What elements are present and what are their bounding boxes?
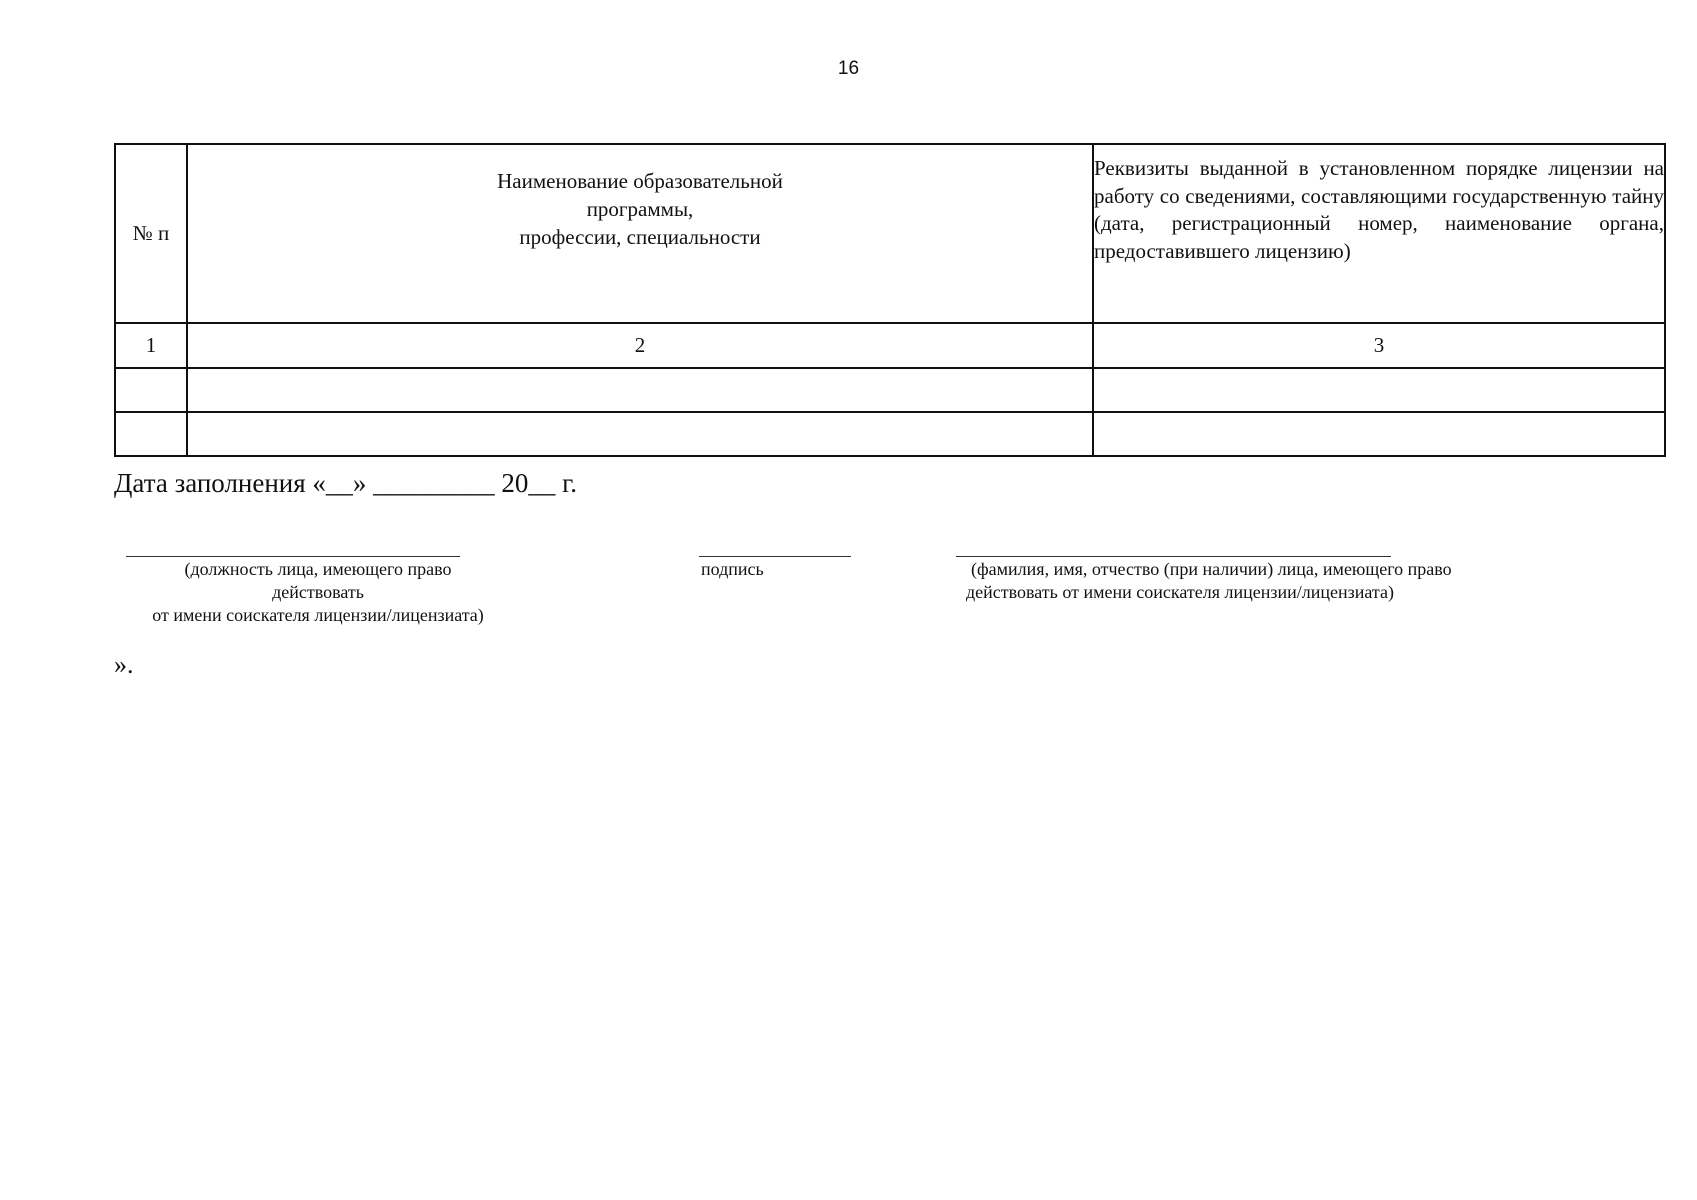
header-number <box>115 144 187 323</box>
position-caption-line-2: действовать <box>272 582 364 602</box>
full-name-caption <box>966 558 1526 604</box>
position-caption-line-3: от имени соискателя лицензии/лицензиата) <box>152 605 484 625</box>
header-program-line-2: программы, <box>586 197 694 221</box>
signature-line <box>699 556 851 557</box>
signature-caption: подпись <box>701 559 764 579</box>
column-number-row <box>115 323 1665 368</box>
date-fill-line: Дата заполнения «__» _________ 20__ г. <box>114 468 577 498</box>
table-header-row <box>115 144 1665 323</box>
column-number-1: 1 <box>115 323 187 368</box>
table-row <box>115 368 1665 412</box>
header-program-name <box>187 144 1093 323</box>
license-programs-table <box>114 143 1666 457</box>
position-caption-line-1: (должность лица, имеющего право <box>184 559 452 579</box>
position-signature-line <box>126 556 460 557</box>
table-cell[interactable] <box>187 368 1093 412</box>
header-program-line-1: Наименование образовательной <box>497 169 783 193</box>
position-caption <box>126 558 510 627</box>
header-license-details: Реквизиты выданной в установленном порядке лицензии на работу со сведениями, составляющими государственную тайну (дата, регистрационный номер, наименование органа, предоставившего лицензию) <box>1093 144 1665 323</box>
column-number-2: 2 <box>187 323 1093 368</box>
table-cell[interactable] <box>187 412 1093 456</box>
header-number-label: № п <box>132 221 170 245</box>
closing-quote: ». <box>114 650 134 679</box>
table-cell[interactable] <box>115 368 187 412</box>
full-name-signature-line <box>956 556 1391 557</box>
header-program-line-3: профессии, специальности <box>519 225 761 249</box>
page-number: 16 <box>837 58 860 79</box>
table-cell[interactable] <box>1093 412 1665 456</box>
column-number-3: 3 <box>1093 323 1665 368</box>
table-cell[interactable] <box>1093 368 1665 412</box>
table-row <box>115 412 1665 456</box>
table-cell[interactable] <box>115 412 187 456</box>
full-name-caption-line-1: (фамилия, имя, отчество (при наличии) лица, имеющего право <box>971 559 1452 579</box>
full-name-caption-line-2: действовать от имени соискателя лицензии/лицензиата) <box>966 582 1394 602</box>
